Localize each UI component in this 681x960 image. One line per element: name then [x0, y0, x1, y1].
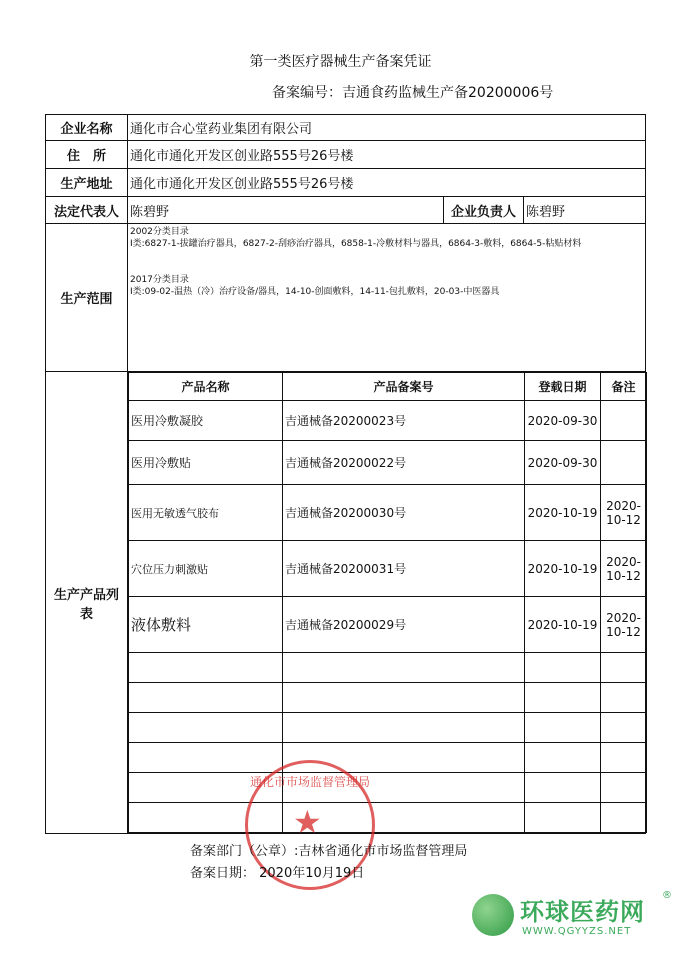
record-no: 吉通械备20200030号: [283, 485, 525, 541]
manager-value: 陈碧野: [524, 197, 646, 224]
legal-rep-label: 法定代表人: [46, 197, 128, 224]
table-row: [129, 541, 647, 597]
empty-cell: [283, 683, 525, 713]
record-note: 2020-10-12: [601, 597, 647, 653]
product-list-label: 生产产品列表: [46, 372, 128, 834]
table-row: [129, 401, 647, 441]
empty-cell: [525, 683, 601, 713]
record-no: 吉通械备20200029号: [283, 597, 525, 653]
document-title: 第一类医疗器械生产备案凭证: [249, 54, 432, 70]
record-date: 2020-10-19: [525, 597, 601, 653]
empty-cell: [601, 773, 647, 803]
empty-cell: [283, 653, 525, 683]
catalog-2017-title: 2017分类目录: [130, 275, 189, 285]
watermark-url: WWW.QGYYZS.NET: [522, 926, 632, 937]
catalog-2002-title: 2002分类目录: [130, 227, 189, 237]
catalog-2002-text: Ⅰ类:6827-1-拔罐治疗器具，6827-2-刮痧治疗器具，6858-1-冷敷材料与器具，6864-3-敷料，6864-5-粘贴材料: [130, 239, 582, 249]
product-name: 医用无敏透气胶布: [129, 485, 283, 541]
record-date: 2020-10-19: [525, 485, 601, 541]
empty-cell: [601, 683, 647, 713]
filing-department: 备案部门（公章）:吉林省通化市市场监督管理局: [190, 844, 468, 859]
empty-cell: [525, 803, 601, 833]
empty-cell: [601, 713, 647, 743]
table-row: [129, 485, 647, 541]
product-table: [128, 372, 647, 833]
header-record-no: 产品备案号: [283, 373, 525, 401]
empty-cell: [525, 713, 601, 743]
table-row: [129, 743, 647, 773]
record-sheet: [45, 114, 645, 834]
scope-label: 生产范围: [46, 224, 128, 372]
record-note: [601, 401, 647, 441]
table-row: [129, 441, 647, 485]
seal-text: 通化市市场监督管理局: [249, 775, 370, 789]
scope-content: [128, 224, 646, 372]
record-no: 吉通械备20200022号: [283, 441, 525, 485]
info-table: [45, 114, 646, 834]
product-name: 医用冷敷贴: [129, 441, 283, 485]
company-value: 通化市合心堂药业集团有限公司: [128, 115, 646, 141]
table-row: [129, 683, 647, 713]
empty-cell: [525, 653, 601, 683]
table-row: [129, 713, 647, 743]
empty-cell: [525, 743, 601, 773]
header-product-name: 产品名称: [129, 373, 283, 401]
empty-cell: [129, 713, 283, 743]
watermark-logo: [470, 890, 675, 945]
record-note: 2020-10-12: [601, 485, 647, 541]
catalog-2017-text: Ⅰ类:09-02-温热（冷）治疗设备/器具，14-10-创面敷料，14-11-包扎敷料，20-03-中医器具: [130, 287, 500, 297]
watermark-title: 环球医药网: [520, 898, 645, 926]
company-label: 企业名称: [46, 115, 128, 141]
record-date: 2020-09-30: [525, 401, 601, 441]
header-date: 登载日期: [525, 373, 601, 401]
record-note: [601, 441, 647, 485]
production-address-label: 生产地址: [46, 169, 128, 197]
header-note: 备注: [601, 373, 647, 401]
globe-icon: [472, 894, 514, 936]
empty-cell: [601, 803, 647, 833]
product-name: 医用冷敷凝胶: [129, 401, 283, 441]
star-icon: ★: [293, 803, 322, 841]
record-no: 吉通械备20200023号: [283, 401, 525, 441]
empty-cell: [601, 653, 647, 683]
registered-mark: ®: [662, 890, 672, 901]
record-note: 2020-10-12: [601, 541, 647, 597]
production-address-value: 通化市通化开发区创业路555号26号楼: [128, 169, 646, 197]
manager-label: 企业负责人: [444, 197, 524, 224]
record-date: 2020-09-30: [525, 441, 601, 485]
table-row: [129, 803, 647, 833]
table-row: [129, 653, 647, 683]
empty-cell: [129, 653, 283, 683]
filing-date: 备案日期： 2020年10月19日: [190, 866, 365, 881]
table-row: [129, 597, 647, 653]
residence-label: 住 所: [46, 141, 128, 169]
empty-cell: [601, 743, 647, 773]
product-name: 液体敷料: [129, 597, 283, 653]
registration-number: 备案编号：吉通食药监械生产备20200006号: [272, 85, 554, 101]
legal-rep-value: 陈碧野: [128, 197, 444, 224]
empty-cell: [525, 773, 601, 803]
product-name: 穴位压力刺激贴: [129, 541, 283, 597]
record-no: 吉通械备20200031号: [283, 541, 525, 597]
empty-cell: [129, 743, 283, 773]
residence-value: 通化市通化开发区创业路555号26号楼: [128, 141, 646, 169]
product-list-cell: [128, 372, 646, 834]
empty-cell: [129, 683, 283, 713]
empty-cell: [283, 713, 525, 743]
table-row: [129, 773, 647, 803]
record-date: 2020-10-19: [525, 541, 601, 597]
